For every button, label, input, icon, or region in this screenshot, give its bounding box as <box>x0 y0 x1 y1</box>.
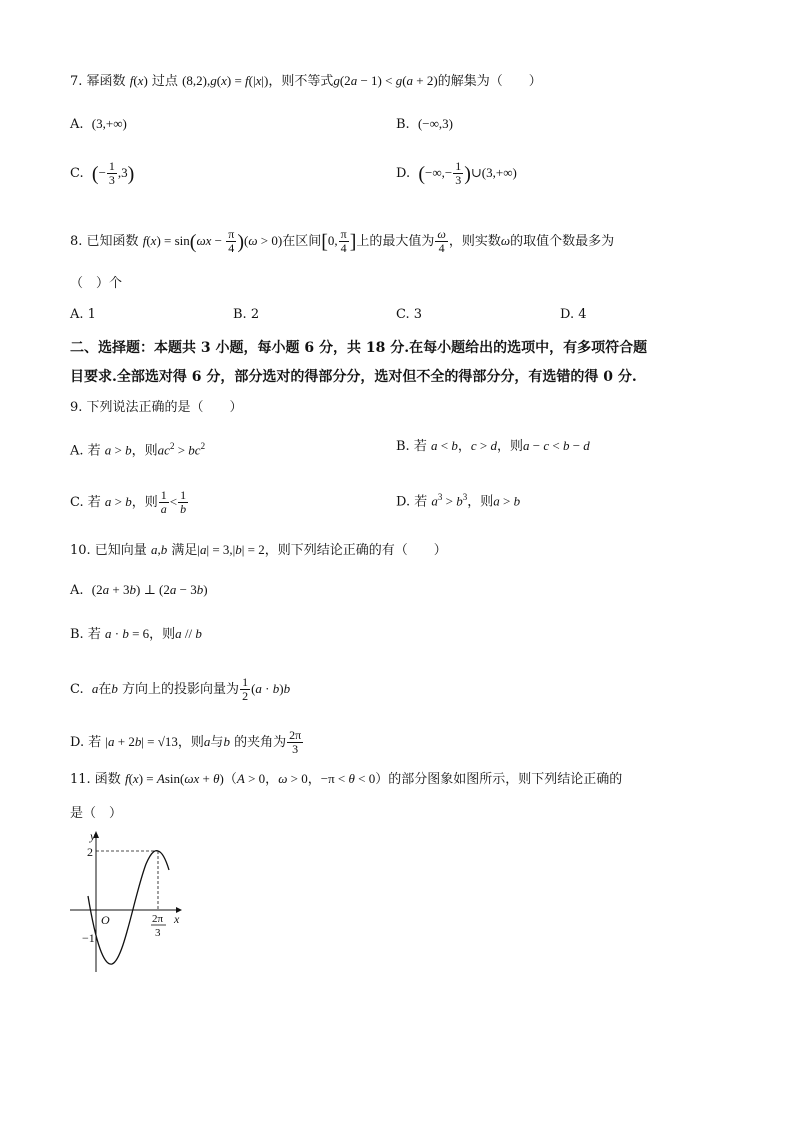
q7-stem: 7. 幂函数 f(x) 过点 (8,2),g(x) = f(|x|)，则不等式g(2a − 1) < g(a + 2)的解集为（ ） <box>70 73 542 89</box>
sine-curve <box>88 851 169 965</box>
q10-option-b[interactable]: B. 若 a · b = 6，则a // b <box>70 626 202 642</box>
q11-line2: 是（ ） <box>70 806 123 821</box>
q9-option-a[interactable]: A. 若 a > b，则$ac^2 > bc^2$ <box>70 441 206 459</box>
q10-option-d[interactable]: D. 若 |a + 2b| = √13，则a与b 的夹角为 $\frac{2\pi}{3}$ <box>70 728 302 756</box>
q7-option-c[interactable]: C. (− $\frac{1}{3}$ ,3) <box>70 159 135 187</box>
x-tick-denominator: 3 <box>155 927 161 939</box>
section2-heading-line2: 目要求.全部选对得 6 分，部分选对的得部分分，选对但不全的得部分分，有选错的得 0 分. <box>70 369 637 385</box>
sine-graph <box>66 826 196 976</box>
x-tick-numerator: 2π <box>152 913 164 925</box>
q9-option-d[interactable]: D. 若 $a^3 > b^3$，则a > b <box>396 492 521 510</box>
y-min-label: −1 <box>82 931 95 945</box>
q9-option-b[interactable]: B. 若 a < b，c > d，则a − c < b − d <box>396 438 590 454</box>
q8-option-b[interactable]: B. 2 <box>233 307 260 322</box>
q8-option-a[interactable]: A. 1 <box>70 307 96 322</box>
q10-option-c[interactable]: C. a在b 方向上的投影向量为 $\frac{1}{2}$ (a · b)b <box>70 675 291 703</box>
q8-option-d[interactable]: D. 4 <box>560 307 587 322</box>
y-axis-label: y <box>90 829 96 843</box>
x-axis-label: x <box>174 912 180 926</box>
q9-option-c[interactable]: C. 若 a > b，则 $\frac{1}{a}$ < $\frac{1}{b}$ <box>70 488 187 516</box>
q9-stem: 9. 下列说法正确的是（ ） <box>70 400 243 415</box>
q7-option-b[interactable]: B. (−∞,3) <box>396 116 453 132</box>
origin-label: O <box>101 913 110 927</box>
q8-line2: （ ）个 <box>70 276 123 291</box>
section2-heading-line1: 二、选择题：本题共 3 小题，每小题 6 分，共 18 分.在每小题给出的选项中，有多项符合题 <box>70 340 648 356</box>
q10-stem: 10. 已知向量 a,b 满足|a| = 3,|b| = 2，则下列结论正确的有（ ） <box>70 542 447 558</box>
q7-option-a[interactable]: A. (3,+∞) <box>70 116 127 132</box>
q7-option-d[interactable]: D. (−∞,− $\frac{1}{3}$ )∪(3,+∞) <box>396 159 517 187</box>
q8-option-c[interactable]: C. 3 <box>396 307 423 322</box>
q10-option-a[interactable]: A. (2a + 3b) ⊥ (2a − 3b) <box>70 582 208 598</box>
q11-stem: 11. 函数 f(x) = Asin(ωx + θ)（A > 0，ω > 0，−π < θ < 0）的部分图象如图所示，则下列结论正确的 <box>70 771 623 787</box>
y-max-label: 2 <box>87 845 93 859</box>
q8-stem: 8. 已知函数 f(x) = sin(ωx − $\frac{\pi}{4}$ )(ω > 0)在区间[0, $\frac{\pi}{4}$ ]上的最大值为 $\frac{\omega}{4}$ ，则实数ω的取值个数最多为 <box>70 227 615 255</box>
